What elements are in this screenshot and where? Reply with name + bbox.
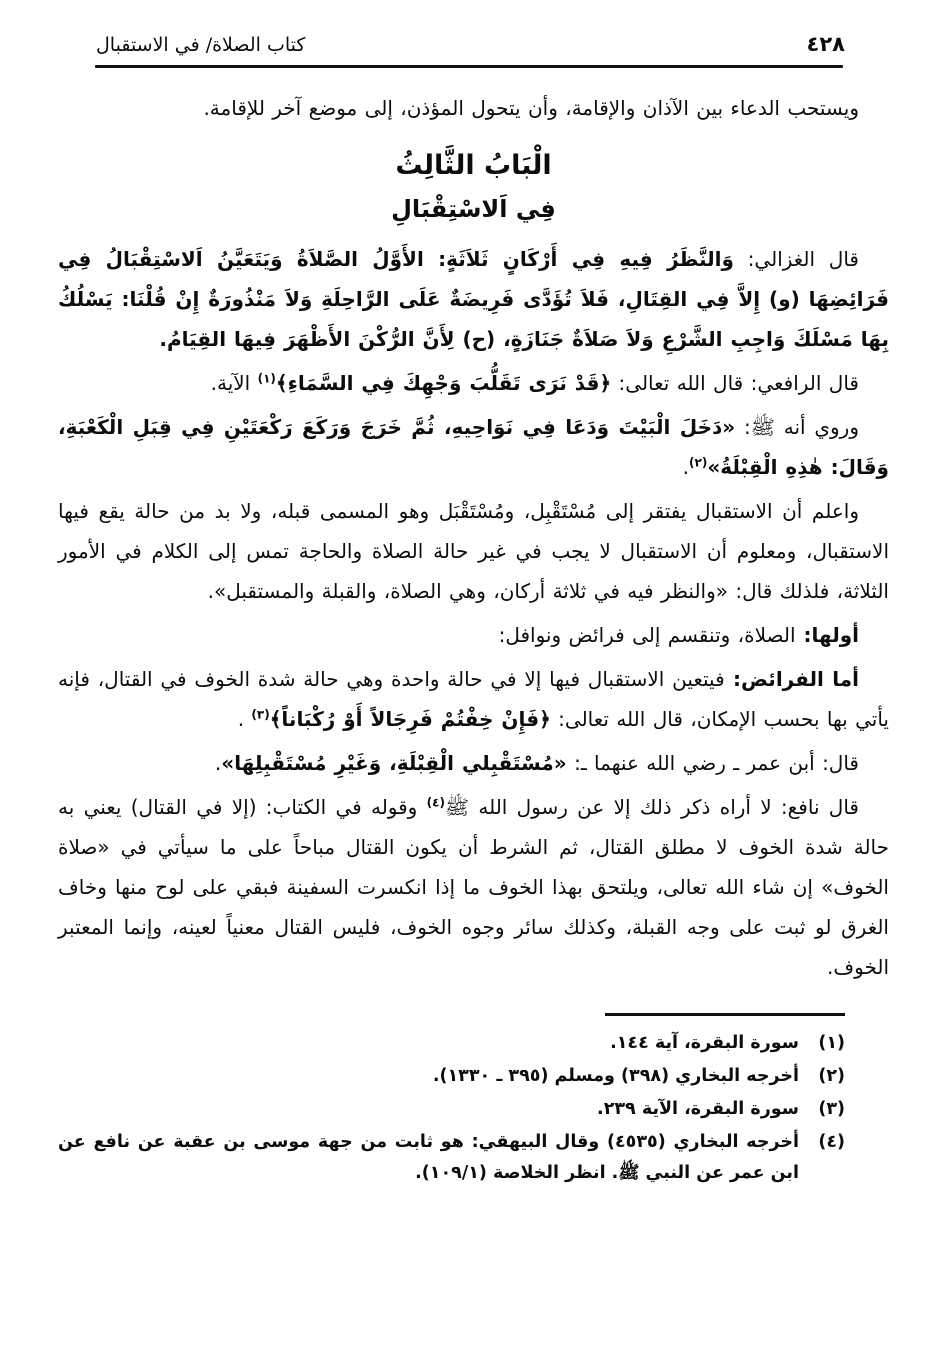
text-run: فِي اَلاسْتِقْبَالِ <box>391 195 556 223</box>
footnote-item <box>58 1061 845 1092</box>
chapter-title <box>58 150 889 181</box>
footnote-text: أخرجه البخاري (٣٩٨) ومسلم (٣٩٥ ـ ١٣٣٠). <box>432 1066 799 1086</box>
footnote-marker: (٤) <box>818 1132 845 1152</box>
text-run: الآية. <box>210 371 258 395</box>
footnote-item <box>58 1094 845 1125</box>
running-title: كتاب الصلاة/ في الاستقبال <box>96 34 306 56</box>
text-run: الصلاة، وتنقسم إلى فرائض ونوافل: <box>498 623 796 647</box>
text-run: . <box>237 707 252 731</box>
paragraph <box>58 787 889 987</box>
emphasis-run: «مُسْتَقْبِلي الْقِبْلَةِ، وَغَيْرِ مُسْتَقْبِلِهَا» <box>221 751 567 775</box>
header-rule <box>95 65 843 68</box>
chapter-subtitle <box>58 195 889 223</box>
text-run: واعلم أن الاستقبال يفتقر إلى مُسْتَقْبِل، ومُسْتَقْبَل وهو المسمى قبله، ولا بد من حالة يقع فيها الاستقبال، ومعلوم أن الاستقبال لا يجب في غير حالة الصلاة والحاجة تمس إلى الكلام في الأمور الثلاثة، فلذلك قال: «والنظر فيه في ثلاثة أركان، وهي الصلاة، والقبلة والمستقبل». <box>58 499 889 603</box>
text-run: وروي أنه ﷺ: <box>735 415 859 439</box>
emphasis-run: وَالنَّظَرُ فِيهِ فِي أَرْكَانٍ ثَلاَثَةٍ: الأَوَّلُ الصَّلاَةُ وَيَتَعَيَّنُ اَلاسْتِقْبَالُ فِي فَرَائِضِهَا (و) إِلاَّ فِي القِتَالِ، فَلاَ تُؤَدَّى فَرِيضَةٌ عَلَى الرَّاحِلَةِ وَلاَ مَنْذُورَةٌ إِنْ قُلْنَا: يَسْلُكُ بِهَا مَسْلَكَ وَاجِبِ الشَّرْعِ وَلاَ صَلاَةٌ جَنَازَةٍ، (ح) لِأَنَّ الرُّكْنَ الأَظْهَرَ فِيهَا القِيَامُ. <box>58 247 889 351</box>
text-run: . <box>214 751 222 775</box>
emphasis-run: ﴿قَدْ نَرَى تَقَلُّبَ وَجْهِكَ فِي السَّمَاءِ﴾ <box>275 371 612 395</box>
footnote-item <box>58 1127 845 1189</box>
page-header <box>58 32 889 56</box>
paragraph <box>58 743 889 783</box>
footnote-ref: (٣) <box>251 707 270 722</box>
footnote-text: أخرجه البخاري (٤٥٣٥) وقال البيهقي: هو ثابت من جهة موسى بن عقبة عن نافع عن ابن عمر عن النبي ﷺ. انظر الخلاصة (١٠٩/١). <box>58 1132 799 1183</box>
footnote-text: سورة البقرة، آية ١٤٤. <box>610 1033 799 1053</box>
text-run: قال نافع: لا أراه ذكر ذلك إلا عن رسول الله ﷺ <box>444 795 859 819</box>
emphasis-run: أما الفرائض: <box>724 667 859 691</box>
footnote-ref: (٢) <box>689 455 708 470</box>
text-run: الْبَابُ الثَّالِثُ <box>395 150 552 181</box>
footnote-marker: (٢) <box>818 1066 845 1086</box>
footnote-separator <box>605 1013 845 1016</box>
text-run: ويستحب الدعاء بين الآذان والإقامة، وأن يتحول المؤذن، إلى موضع آخر للإقامة. <box>203 96 859 120</box>
paragraph <box>58 88 889 128</box>
paragraph <box>58 491 889 611</box>
paragraph <box>58 407 889 487</box>
page-number: ٤٢٨ <box>806 32 845 56</box>
footnote-item <box>58 1028 845 1059</box>
page-body <box>58 88 889 987</box>
paragraph <box>58 659 889 739</box>
footnote-text: سورة البقرة، الآية ٢٣٩. <box>597 1099 799 1119</box>
text-run: فيتعين الاستقبال فيها إلا في حالة واحدة وهي حالة شدة الخوف في القتال، فإنه يأتي بها بحسب الإمكان، قال الله تعالى: <box>58 667 889 731</box>
paragraph <box>58 615 889 655</box>
footnote-marker: (١) <box>818 1033 845 1053</box>
text-run: . <box>682 455 690 479</box>
footnote-ref: (١) <box>257 371 276 386</box>
footnote-marker: (٣) <box>818 1099 845 1119</box>
text-run: قال: أبن عمر ـ رضي الله عنهما ـ: <box>566 751 859 775</box>
emphasis-run: «دَخَلَ الْبَيْتَ وَدَعَا فِي نَوَاحِيهِ، ثُمَّ خَرَجَ وَرَكَعَ رَكْعَتَيْنِ فِي قِبَلِ الْكَعْبَةِ، وَقَالَ: هٰذِهِ الْقِبْلَةُ» <box>58 415 889 479</box>
paragraph <box>58 363 889 403</box>
emphasis-run: أولها: <box>795 623 859 647</box>
footnotes <box>58 1028 845 1189</box>
emphasis-run: ﴿فَإِنْ خِفْتُمْ فَرِجَالاً أَوْ رُكْبَاناً﴾ <box>269 707 551 731</box>
text-run: قال الغزالي: <box>733 247 859 271</box>
text-run: وقوله في الكتاب: (إلا في القتال) يعني به حالة شدة الخوف لا مطلق القتال، ثم الشرط أن يكون القتال مباحاً على ما سيأتي في «صلاة الخوف» إن شاء الله تعالى، ويلتحق بهذا الخوف ما إذا انكسرت السفينة فبقي على لوح منها وخاف الغرق لو ثبت على وجه القبلة، وكذلك سائر وجوه الخوف، فليس القتال معنياً لعينه، وإنما المعتبر الخوف. <box>58 795 889 979</box>
text-run: قال الرافعي: قال الله تعالى: <box>611 371 859 395</box>
footnote-ref: (٤) <box>426 795 445 810</box>
paragraph <box>58 239 889 359</box>
